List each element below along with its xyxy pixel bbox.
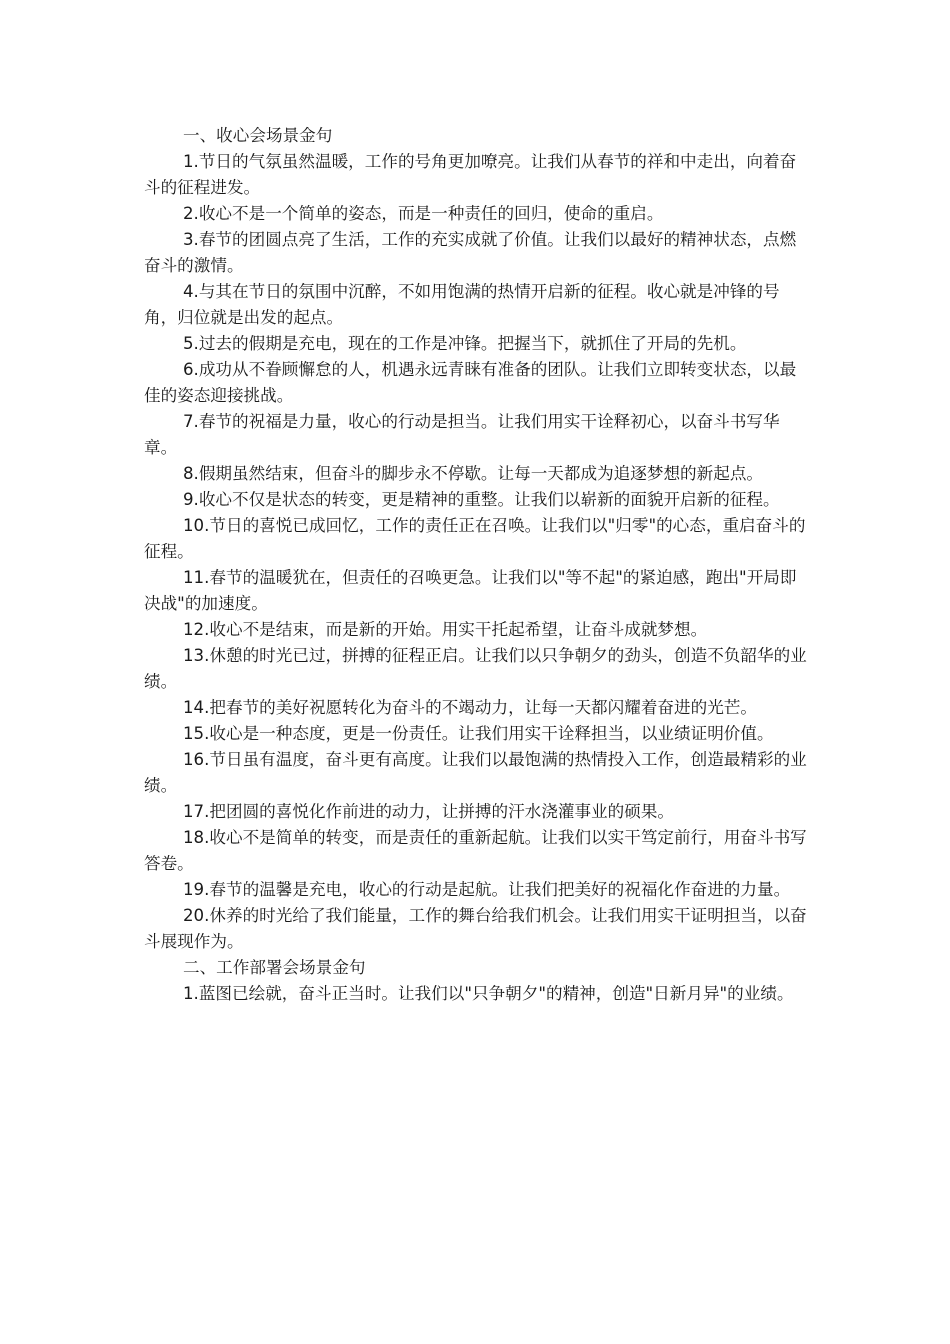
quote-paragraph: 19.春节的温馨是充电，收心的行动是起航。让我们把美好的祝福化作奋进的力量。 <box>183 880 791 899</box>
quote-paragraph: 9.收心不仅是状态的转变，更是精神的重整。让我们以崭新的面貌开启新的征程。 <box>183 490 780 509</box>
section-heading-1: 一、收心会场景金句 <box>183 126 333 145</box>
quote-paragraph: 15.收心是一种态度，更是一份责任。让我们用实干诠释担当，以业绩证明价值。 <box>183 724 774 743</box>
document-page <box>144 123 808 1007</box>
quote-paragraph: 16.节日虽有温度，奋斗更有高度。让我们以最饱满的热情投入工作，创造最精彩的业绩。 <box>144 750 807 795</box>
quote-paragraph: 13.休憩的时光已过，拼搏的征程正启。让我们以只争朝夕的劲头，创造不负韶华的业绩。 <box>144 646 807 691</box>
section-heading-2: 二、工作部署会场景金句 <box>183 958 366 977</box>
quote-paragraph: 7.春节的祝福是力量，收心的行动是担当。让我们用实干诠释初心，以奋斗书写华章。 <box>144 412 780 457</box>
quote-paragraph: 12.收心不是结束，而是新的开始。用实干托起希望，让奋斗成就梦想。 <box>183 620 708 639</box>
quote-paragraph: 18.收心不是简单的转变，而是责任的重新起航。让我们以实干笃定前行，用奋斗书写答卷。 <box>144 828 807 873</box>
quote-paragraph: 17.把团圆的喜悦化作前进的动力，让拼搏的汗水浇灌事业的硕果。 <box>183 802 675 821</box>
quote-paragraph: 8.假期虽然结束，但奋斗的脚步永不停歇。让每一天都成为追逐梦想的新起点。 <box>183 464 764 483</box>
quote-paragraph: 14.把春节的美好祝愿转化为奋斗的不竭动力，让每一天都闪耀着奋进的光芒。 <box>183 698 757 717</box>
quote-paragraph: 4.与其在节日的氛围中沉醉，不如用饱满的热情开启新的征程。收心就是冲锋的号角，归位就是出发的起点。 <box>144 282 780 327</box>
quote-paragraph: 6.成功从不眷顾懈怠的人，机遇永远青睐有准备的团队。让我们立即转变状态，以最佳的姿态迎接挑战。 <box>144 360 797 405</box>
quote-paragraph: 5.过去的假期是充电，现在的工作是冲锋。把握当下，就抓住了开局的先机。 <box>183 334 747 353</box>
quote-paragraph: 1.蓝图已绘就，奋斗正当时。让我们以"只争朝夕"的精神，创造"日新月异"的业绩。 <box>183 984 794 1003</box>
quote-paragraph: 11.春节的温暖犹在，但责任的召唤更急。让我们以"等不起"的紧迫感，跑出"开局即决战"的加速度。 <box>144 568 797 613</box>
quote-paragraph: 10.节日的喜悦已成回忆，工作的责任正在召唤。让我们以"归零"的心态，重启奋斗的征程。 <box>144 516 806 561</box>
quote-paragraph: 2.收心不是一个简单的姿态，而是一种责任的回归，使命的重启。 <box>183 204 664 223</box>
quote-paragraph: 3.春节的团圆点亮了生活，工作的充实成就了价值。让我们以最好的精神状态，点燃奋斗的激情。 <box>144 230 797 275</box>
quote-paragraph: 1.节日的气氛虽然温暖，工作的号角更加嘹亮。让我们从春节的祥和中走出，向着奋斗的征程进发。 <box>144 152 797 197</box>
quote-paragraph: 20.休养的时光给了我们能量，工作的舞台给我们机会。让我们用实干证明担当，以奋斗展现作为。 <box>144 906 807 951</box>
